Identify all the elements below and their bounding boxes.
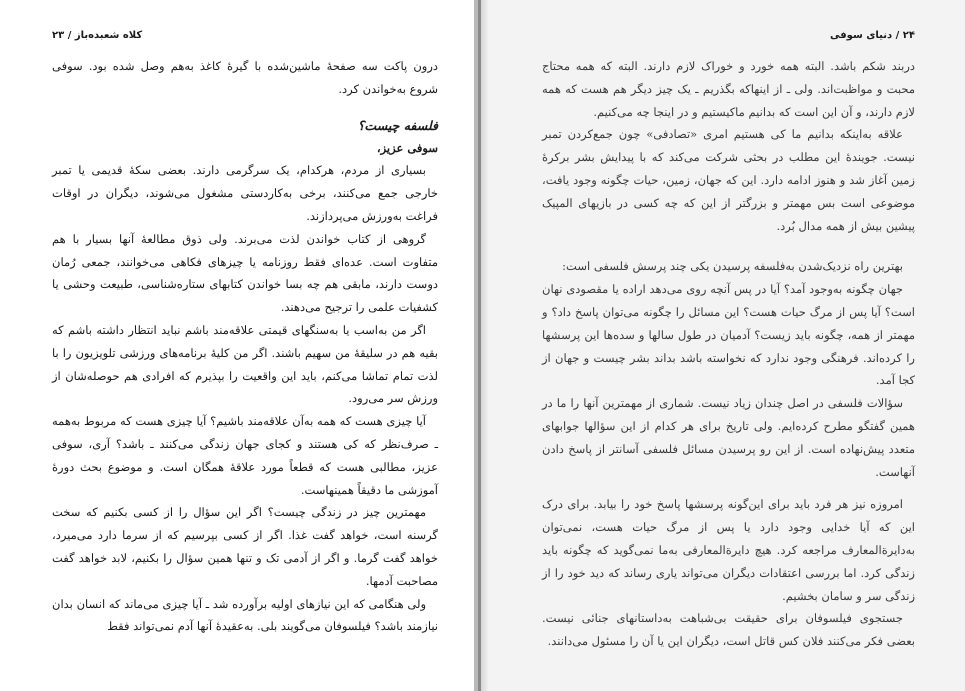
paragraph: سؤالات فلسفی در اصل چندان زیاد نیست. شماری از مهمترین آنها را ما در همین گفتگو مطرح کرده‌ایم. ولی تاریخ برای هر کدام از این سؤالها جوابهای متعدد پیش‌نهاده است. از این رو پرسیدن مسائل فلسفی آسانتر از پاسخ دادن آنهاست. [542,396,915,479]
left-page [0,0,474,691]
paragraph: گروهی از کتاب خواندن لذت می‌برند. ولی ذوق مطالعهٔ آنها بسیار با هم متفاوت است. عده‌ای فقط روزنامه یا چیزهای فکاهی می‌خوانند، جمعی رُمان دوست دارند، مابقی هم چه بسا خواندن کتابهای ستاره‌شناسی، طبیعت وحشی یا کشفیات علمی را ترجیح می‌دهند. [52,231,438,315]
paragraph: جستجوی فیلسوفان برای حقیقت بی‌شباهت به‌داستانهای جنائی نیست. بعضی فکر می‌کنند فلان کس قاتل است، دیگران این یا آن را مسئول می‌دانند. [542,611,915,649]
salutation: سوفی عزیز، [376,140,438,155]
paragraph: بسیاری از مردم، هرکدام، یک سرگرمی دارند. بعضی سکهٔ قدیمی یا تمبر خارجی جمع می‌کنند، برخی به‌کاردستی مشغول می‌شوند، دیگران در اوقات فراغت به‌ورزش می‌پردازند. [52,163,438,223]
section-heading: فلسفه چیست؟ [357,117,438,133]
paragraph: علاقه به‌اینکه بدانیم ما کی هستیم امری «تصادفی» چون جمع‌کردن تمبر نیست. جویندهٔ این مطلب در بحثی شرکت می‌کند که با پیدایش بشر برکرهٔ زمین آغاز شد و هنوز ادامه دارد. این که جهان، زمین، حیات چگونه وجود یافت، موضوعی است بس مهمتر و بزرگتر از این که چه کسی در بازیهای المپیک پیشین بیش از همه مدال بُرد. [542,127,915,233]
paragraph: بهترین راه نزدیک‌شدن به‌فلسفه پرسیدن یکی چند پرسش فلسفی است: [562,259,903,274]
book-gutter [474,0,488,691]
running-head-right: ۲۴ / دنیای سوفی [830,30,915,41]
section-gap [542,483,915,493]
running-head-left: کلاه شعبده‌باز / ۲۳ [52,30,143,41]
paragraph: جهان چگونه به‌وجود آمد؟ آیا در پس آنچه روی می‌دهد اراده یا مقصودی نهان است؟ آیا پس از مرگ حیات هست؟ این مسائل را چگونه می‌توان پاسخ داد؟ و مهمتر از همه، چگونه باید زیست؟ آدمیان در طول سالها و سده‌ها این پرسشها را کرده‌اند. فرهنگی وجود ندارد که نخواسته باشد بداند بشر چیست و جهان از کجا آمد. [542,282,915,388]
right-page-body [542,55,915,653]
paragraph: ولی هنگامی که این نیازهای اولیه برآورده شد ـ آیا چیزی می‌ماند که انسان بدان نیازمند باشد؟ فیلسوفان می‌گویند بلی. به‌عقیدهٔ آنها آدم نمی‌تواند فقط [52,596,438,634]
paragraph: دربند شکم باشد. البته همه خورد و خوراک لازم دارند. البته که همه محتاج محبت و مواظبت‌اند. ولی ـ از اینهاکه بگذریم ـ یک چیز دیگر هم هست که همه لازم دارند، و آن این است که بدانیم ماکیستیم و در اینجا چه می‌کنیم. [542,59,915,119]
section-gap [542,237,915,255]
paragraph: امروزه نیز هر فرد باید برای این‌گونه پرسشها پاسخ خود را بیابد. برای درک این که آیا خدایی وجود دارد یا پس از مرگ حیات هست، نمی‌توان به‌دایرة‌المعارف مراجعه کرد. هیچ دایرة‌المعارفی به‌ما نمی‌گوید که چگونه باید زندگی کرد. اما بررسی اعتقادات دیگران می‌تواند یاری رساند که دید خود را از زندگی سر و سامان بخشیم. [542,497,915,603]
paragraph: آیا چیزی هست که همه به‌آن علاقه‌مند باشیم؟ آیا چیزی هست که مربوط به‌همه ـ صرف‌نظر که کی هستند و کجای جهان زندگی می‌کنند ـ باشد؟ آری، سوفی عزیز، مطالبی هست که قطعاً مورد علاقهٔ همگان است. و موضوع بحث دورهٔ آموزشی ما دقیقاً همینهاست. [52,414,438,497]
right-page [488,0,965,691]
intro-paragraph: درون پاکت سه صفحهٔ ماشین‌شده با گیرهٔ کاغذ به‌هم وصل شده بود. سوفی شروع به‌خواندن کرد. [52,59,438,96]
left-page-body [52,55,438,638]
paragraph: مهمترین چیز در زندگی چیست؟ اگر این سؤال را از کسی بکنیم که سخت گرسنه است، خواهد گفت غذا. اگر از کسی بپرسیم که از سرما دارد می‌میرد، خواهد گفت گرما. و اگر از آدمی تک و تنها همین سؤال را بکنیم، لابد خواهد گفت مصاحبت آدمها. [52,505,438,588]
paragraph: اگر من به‌اسب یا به‌سنگهای قیمتی علاقه‌مند باشم نباید انتظار داشته باشم که بقیه هم در سلیقهٔ من سهیم باشند. اگر من کلیهٔ برنامه‌های ورزشی تلویزیون را با لذت تمام تماشا می‌کنم، باید این واقعیت را بپذیرم که افرادی هم حوصله‌شان از ورزش سر می‌رود. [52,322,438,406]
